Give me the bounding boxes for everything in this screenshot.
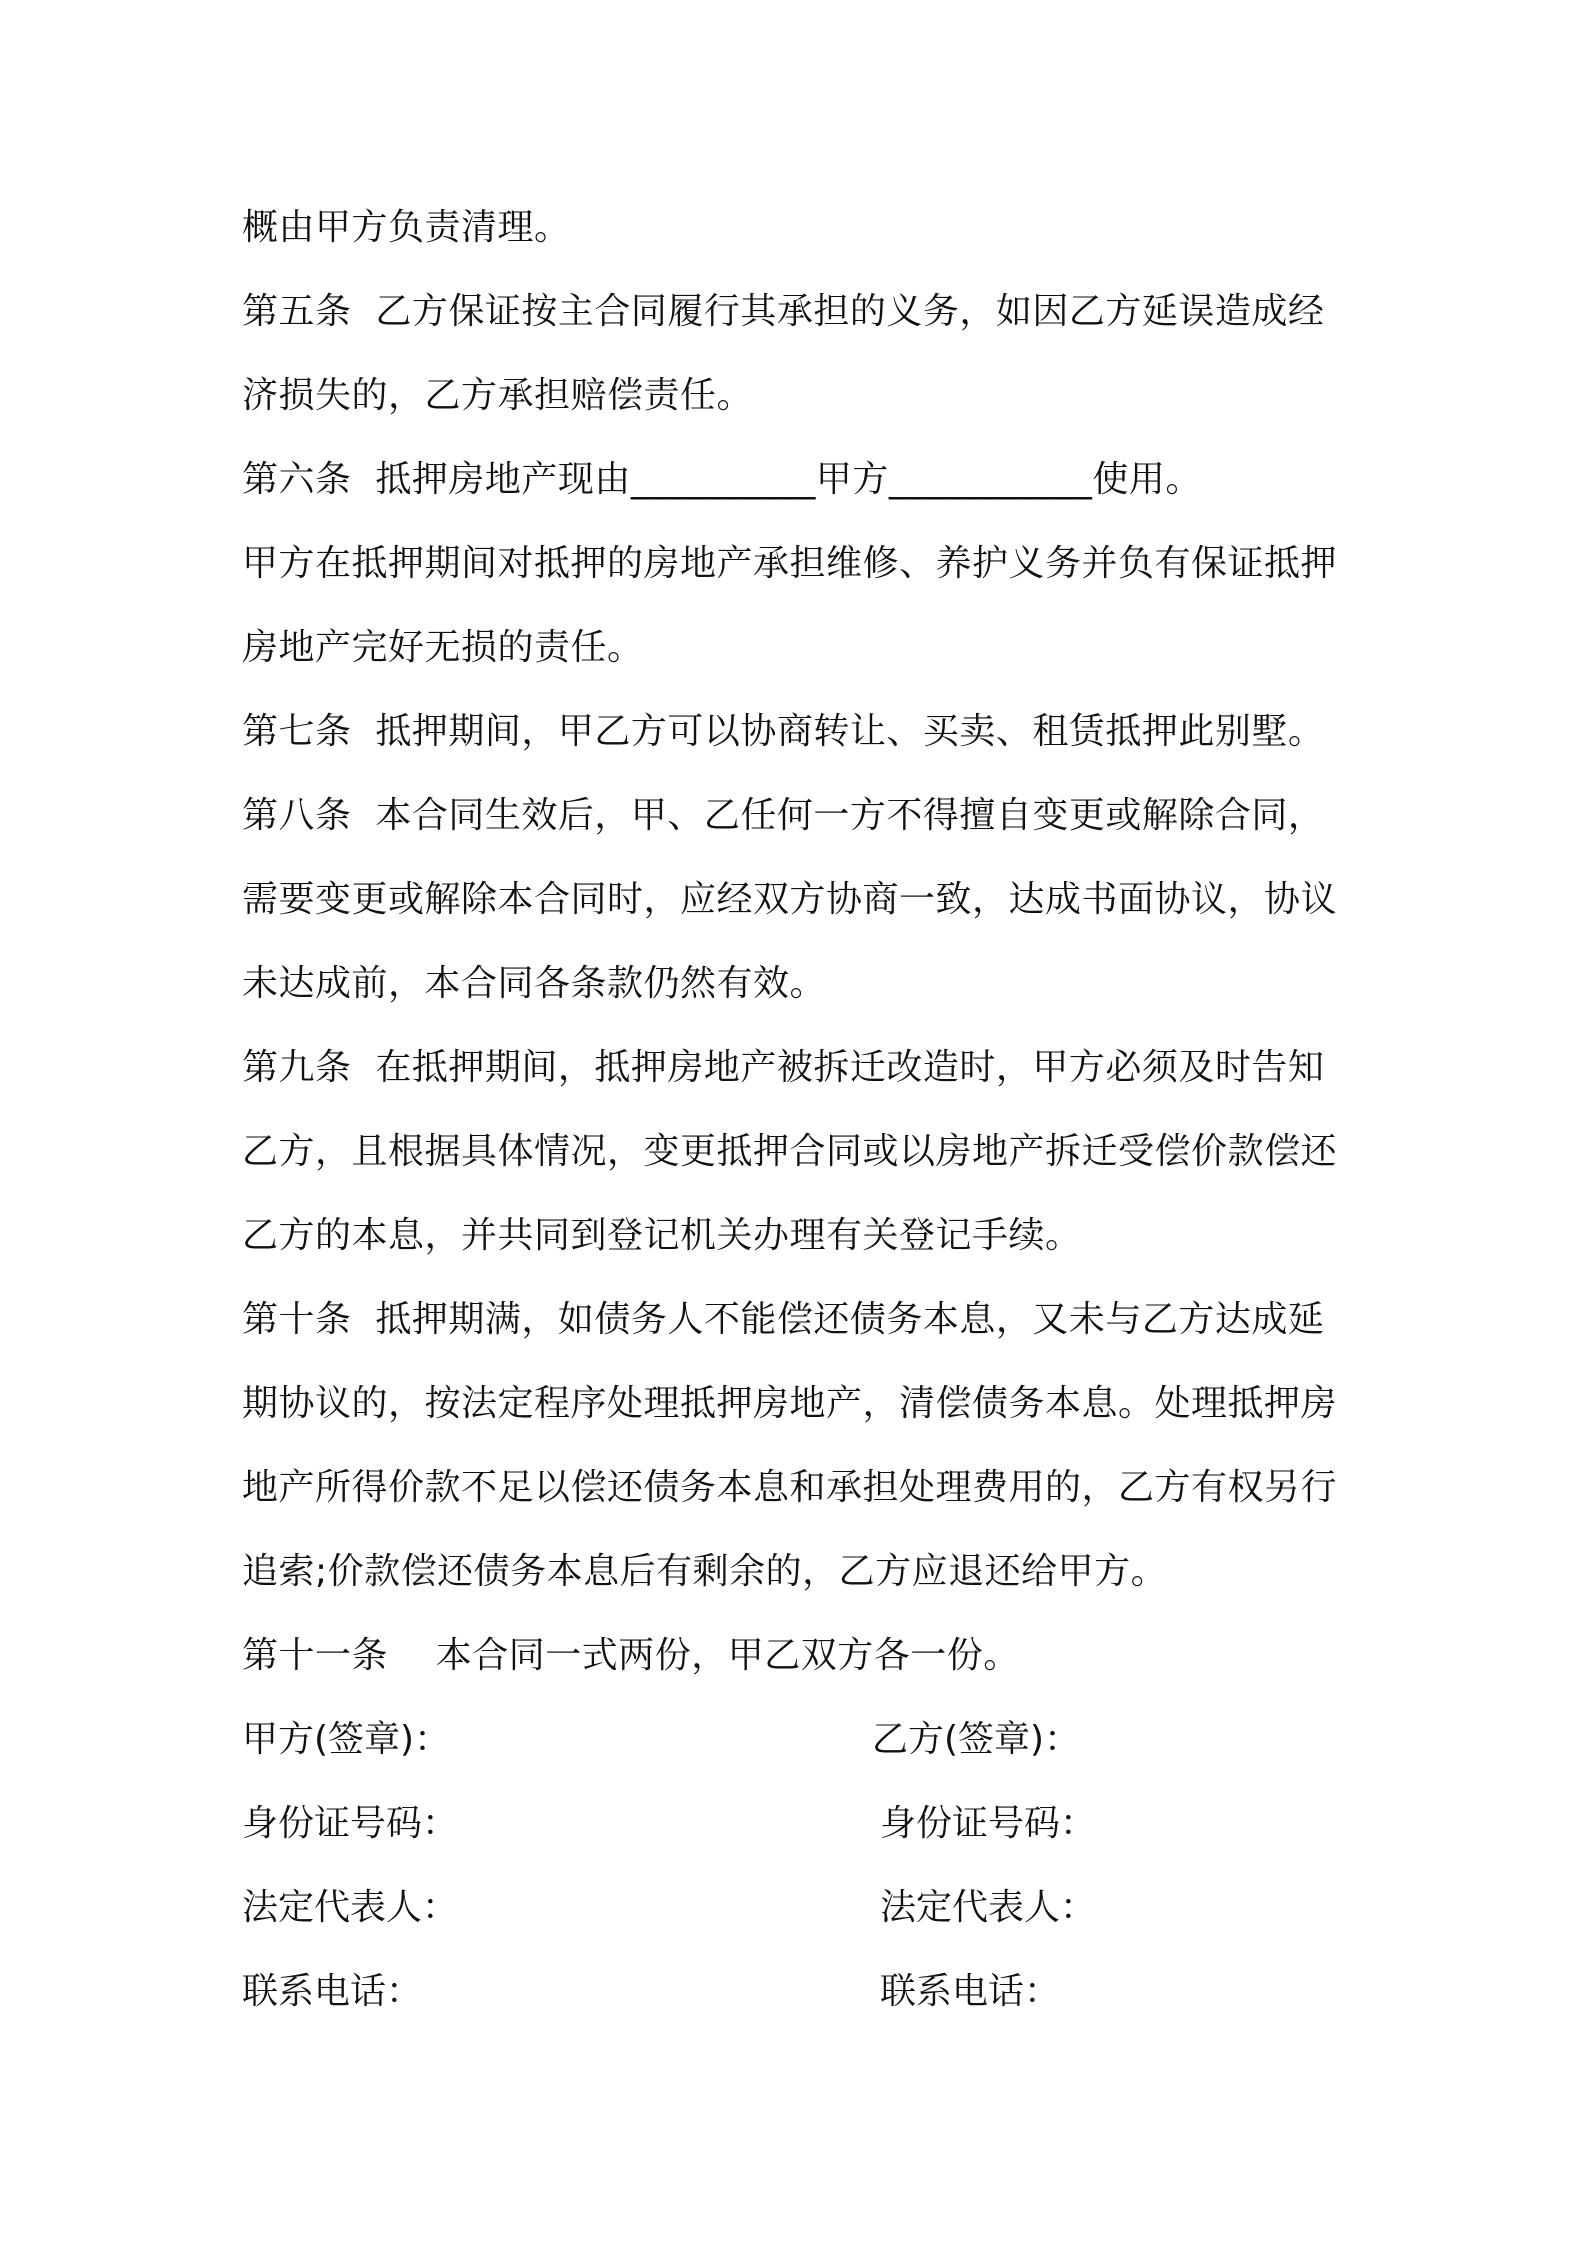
clause-9-line-2: 乙方，且根据具体情况，变更抵押合同或以房地产拆迁受偿价款偿还 [242,1131,1338,1172]
clause-10-line-1: 第十条 抵押期满，如债务人不能偿还债务本息，又未与乙方达成延 [242,1299,1325,1340]
clause-10-line-2: 期协议的，按法定程序处理抵押房地产，清偿债务本息。处理抵押房 [242,1383,1338,1424]
clause-10-line-4: 追索;价款偿还债务本息后有剩余的，乙方应退还给甲方。 [242,1551,1168,1592]
party-a-phone-label: 联系电话： [242,1971,423,2012]
clause-11-line-1: 第十一条 本合同一式两份，甲乙双方各一份。 [242,1635,1020,1676]
party-b-legal-rep-label: 法定代表人： [880,1887,1097,1928]
clause-7-line-1: 第七条 抵押期间，甲乙方可以协商转让、买卖、租赁抵押此别墅。 [242,711,1325,752]
clause-5-line-2: 济损失的，乙方承担赔偿责任。 [242,375,754,416]
party-a-id-label: 身份证号码： [242,1803,459,1844]
party-b-signature-label: 乙方(签章)： [872,1719,1081,1760]
clause-8-line-2: 需要变更或解除本合同时，应经双方协商一致，达成书面协议，协议 [242,879,1338,920]
party-b-phone-label: 联系电话： [880,1971,1061,2012]
clause-9-line-1: 第九条 在抵押期间，抵押房地产被拆迁改造时，甲方必须及时告知 [242,1047,1325,1088]
clause-5-line-1: 第五条 乙方保证按主合同履行其承担的义务，如因乙方延误造成经 [242,291,1325,332]
clause-10-line-3: 地产所得价款不足以偿还债务本息和承担处理费用的，乙方有权另行 [242,1467,1338,1508]
party-b-id-label: 身份证号码： [880,1803,1097,1844]
clause-6-line-3: 房地产完好无损的责任。 [242,627,644,668]
party-a-legal-rep-label: 法定代表人： [242,1887,459,1928]
party-a-signature-label: 甲方(签章)： [242,1719,451,1760]
clause-6-line-2: 甲方在抵押期间对抵押的房地产承担维修、养护义务并负有保证抵押 [242,543,1338,584]
clause-9-line-3: 乙方的本息，并共同到登记机关办理有关登记手续。 [242,1215,1082,1256]
clause-8-line-3: 未达成前，本合同各条款仍然有效。 [242,963,827,1004]
text-line: 概由甲方负责清理。 [242,207,571,248]
clause-6-line-1: 第六条 抵押房地产现由__________甲方___________使用。 [242,459,1202,500]
clause-8-line-1: 第八条 本合同生效后，甲、乙任何一方不得擅自变更或解除合同， [242,795,1325,836]
